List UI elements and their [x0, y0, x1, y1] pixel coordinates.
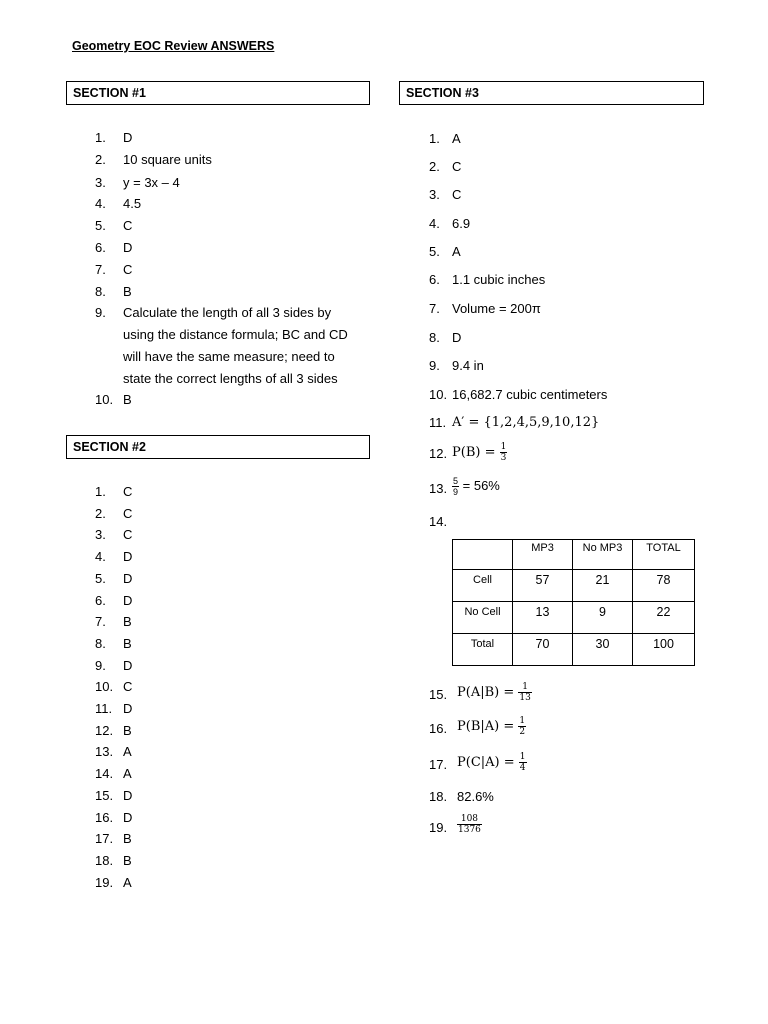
item-answer: D — [123, 240, 133, 255]
item-answer: B — [123, 636, 132, 651]
item-number: 9. — [95, 658, 106, 673]
item-answer-line: Calculate the length of all 3 sides by — [123, 305, 332, 320]
item-answer: A — [123, 875, 132, 890]
item-answer: C — [123, 679, 133, 694]
table-header-row — [453, 540, 695, 570]
item-number: 4. — [429, 216, 440, 231]
table-row-label: No Cell — [453, 602, 513, 634]
item-answer — [457, 716, 526, 737]
item-answer — [452, 476, 500, 497]
item-answer: A — [452, 244, 461, 259]
item-answer — [452, 442, 507, 463]
item-number: 19. — [429, 820, 448, 835]
item-answer: C — [123, 262, 133, 277]
item-number: 11. — [95, 701, 113, 716]
item-number: 10. — [95, 392, 114, 407]
item-answer: B — [123, 284, 132, 299]
table-row-label: Total — [453, 634, 513, 666]
item-answer — [457, 752, 527, 773]
fraction-denominator: 4 — [519, 763, 526, 773]
item-number: 3. — [95, 527, 106, 542]
item-number: 2. — [95, 152, 106, 167]
section-2-heading: SECTION #2 — [66, 435, 370, 459]
fraction — [518, 716, 526, 737]
fraction — [500, 442, 508, 463]
item-number: 7. — [429, 301, 440, 316]
item-answer: 1.1 cubic inches — [452, 272, 546, 287]
item-number: 6. — [95, 240, 106, 255]
item-number: 8. — [95, 636, 106, 651]
item-number: 9. — [95, 305, 106, 320]
table-cell: 100 — [633, 634, 695, 666]
item-answer: C — [452, 159, 462, 174]
item-number: 15. — [429, 687, 448, 702]
item-answer — [457, 814, 482, 835]
item-number: 3. — [429, 187, 440, 202]
item-number: 1. — [95, 130, 106, 145]
item-number: 15. — [95, 788, 114, 803]
item-number: 2. — [95, 506, 106, 521]
item-answer: 6.9 — [452, 216, 471, 231]
item-answer: C — [123, 506, 133, 521]
item-number: 13. — [429, 481, 448, 496]
fraction-denominator: 3 — [500, 453, 507, 463]
table-cell: 21 — [573, 570, 633, 602]
fraction — [518, 682, 531, 703]
item-answer: A — [123, 766, 132, 781]
item-answer: C — [123, 484, 133, 499]
item-answer: D — [123, 788, 133, 803]
item-number: 14. — [95, 766, 114, 781]
item-number: 9. — [429, 358, 440, 373]
item-answer: C — [452, 187, 462, 202]
fraction-numerator: 1 — [519, 716, 526, 726]
page-title: Geometry EOC Review ANSWERS — [72, 39, 275, 53]
item-number: 4. — [95, 196, 106, 211]
item-answer: D — [123, 549, 133, 564]
table-cell: 78 — [633, 570, 695, 602]
item-answer: 9.4 in — [452, 358, 484, 373]
table-header-cell: MP3 — [513, 540, 573, 570]
item-answer: D — [123, 658, 133, 673]
item-number: 14. — [429, 514, 448, 529]
item-number: 11. — [429, 415, 447, 430]
item-number: 16. — [95, 810, 114, 825]
item-number: 10. — [429, 387, 448, 402]
table-cell: 30 — [573, 634, 633, 666]
table-row — [453, 602, 695, 634]
item-number: 17. — [429, 757, 448, 772]
item-answer-line: using the distance formula; BC and CD — [123, 327, 348, 342]
item-answer: C — [123, 218, 133, 233]
item-answer: D — [452, 330, 462, 345]
table-cell: 9 — [573, 602, 633, 634]
formula-lhs: P(B|A) = — [457, 719, 515, 734]
fraction-denominator: 13 — [519, 693, 531, 703]
fraction — [457, 814, 482, 835]
item-answer: A — [452, 131, 461, 146]
table-cell: 70 — [513, 634, 573, 666]
item-answer: 16,682.7 cubic centimeters — [452, 387, 608, 402]
item-number: 6. — [95, 593, 106, 608]
table-header-cell: No MP3 — [573, 540, 633, 570]
item-number: 2. — [429, 159, 440, 174]
item-number: 5. — [95, 218, 106, 233]
table-row — [453, 570, 695, 602]
item-answer: D — [123, 810, 133, 825]
item-answer: A′ = {1,2,4,5,9,10,12} — [452, 415, 600, 430]
formula-rhs: = 56% — [462, 477, 500, 493]
item-answer: D — [123, 571, 133, 586]
item-number: 17. — [95, 831, 114, 846]
item-number: 19. — [95, 875, 114, 890]
item-number: 13. — [95, 744, 114, 759]
item-answer — [457, 682, 532, 703]
item-answer: A — [123, 744, 132, 759]
item-answer: B — [123, 392, 132, 407]
item-number: 12. — [95, 723, 114, 738]
fraction-numerator: 1 — [519, 752, 526, 762]
fraction-denominator: 9 — [453, 487, 459, 497]
formula-lhs: P(A|B) = — [457, 685, 515, 700]
contingency-table — [452, 539, 695, 666]
item-answer: D — [123, 701, 133, 716]
item-number: 7. — [95, 262, 106, 277]
item-number: 5. — [429, 244, 440, 259]
section-1-heading: SECTION #1 — [66, 81, 370, 105]
item-number: 7. — [95, 614, 106, 629]
table-cell: 13 — [513, 602, 573, 634]
formula-lhs: P(B) = — [452, 445, 496, 460]
item-number: 6. — [429, 272, 440, 287]
item-number: 3. — [95, 175, 106, 190]
item-answer: D — [123, 593, 133, 608]
table-cell: 57 — [513, 570, 573, 602]
fraction-denominator: 2 — [519, 727, 526, 737]
item-answer-line: will have the same measure; need to — [123, 349, 335, 364]
fraction-numerator: 5 — [453, 476, 459, 486]
table-header-cell — [453, 540, 513, 570]
item-number: 1. — [95, 484, 106, 499]
item-answer: B — [123, 614, 132, 629]
formula-lhs: P(C|A) = — [457, 755, 515, 770]
table-cell: 22 — [633, 602, 695, 634]
item-number: 18. — [429, 789, 448, 804]
table-row-label: Cell — [453, 570, 513, 602]
fraction-numerator: 1 — [500, 442, 507, 452]
item-number: 4. — [95, 549, 106, 564]
item-answer: B — [123, 853, 132, 868]
item-number: 8. — [95, 284, 106, 299]
fraction-numerator: 108 — [457, 814, 482, 825]
section-3-heading: SECTION #3 — [399, 81, 704, 105]
fraction — [452, 476, 459, 497]
item-answer: D — [123, 130, 133, 145]
item-answer: y = 3x – 4 — [123, 175, 180, 190]
fraction-denominator: 1376 — [458, 825, 481, 835]
item-answer: 82.6% — [457, 789, 494, 804]
item-answer-line: state the correct lengths of all 3 sides — [123, 371, 338, 386]
item-number: 1. — [429, 131, 440, 146]
item-answer: B — [123, 831, 132, 846]
item-answer: Volume = 200π — [452, 301, 541, 316]
item-number: 16. — [429, 721, 448, 736]
item-answer: C — [123, 527, 133, 542]
item-number: 8. — [429, 330, 440, 345]
item-number: 12. — [429, 446, 448, 461]
item-number: 10. — [95, 679, 114, 694]
table-row — [453, 634, 695, 666]
table-header-cell: TOTAL — [633, 540, 695, 570]
fraction-numerator: 1 — [518, 682, 531, 693]
item-answer: 10 square units — [123, 152, 212, 167]
item-answer: 4.5 — [123, 196, 142, 211]
item-number: 18. — [95, 853, 114, 868]
fraction — [519, 752, 527, 773]
item-answer: B — [123, 723, 132, 738]
item-number: 5. — [95, 571, 106, 586]
